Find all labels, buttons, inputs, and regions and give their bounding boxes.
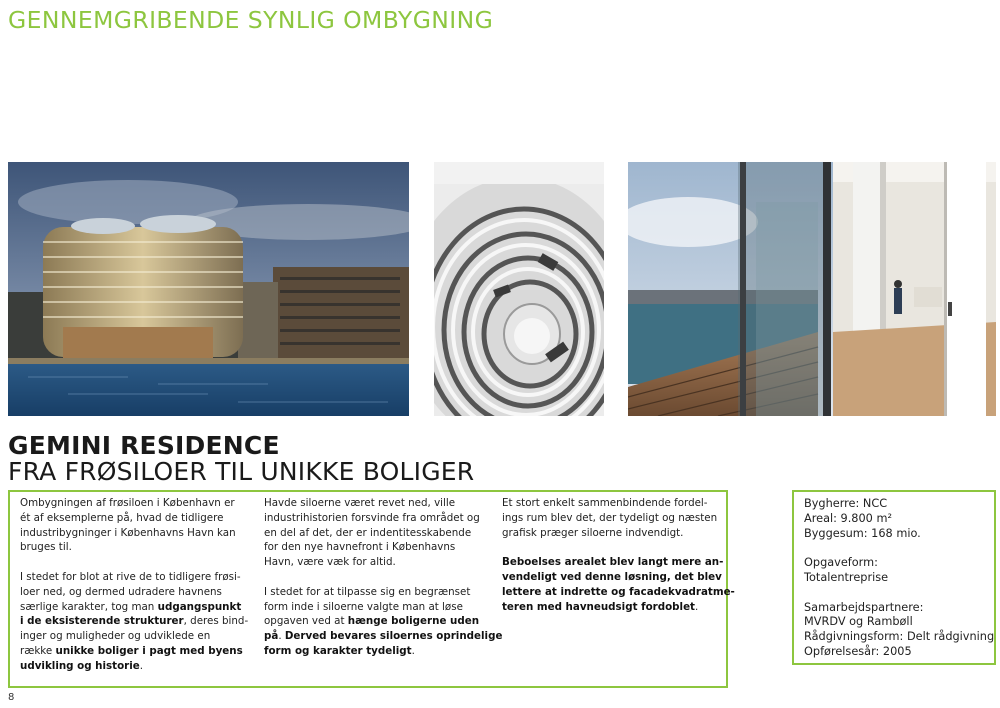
paragraph: I stedet for blot at rive de to tidligere frøsi- loer ned, og dermed udradere havnens særlige karakter, tog man udgangspunkt i de eksisterende strukturer, deres bind- inger og muligheder og udviklede en række unikke boliger i pagt med byens udvikling og historie. xyxy=(20,570,249,672)
fact-partners-value: MVRDV og Rambøll xyxy=(804,615,913,629)
page-number: 8 xyxy=(8,692,15,703)
project-facts-box xyxy=(792,490,996,665)
exterior-photo xyxy=(8,162,409,416)
fact-contract-value: Totalentreprise xyxy=(804,570,889,584)
fact-client: Bygherre: NCC xyxy=(804,497,888,510)
paragraph: I stedet for at tilpasse sig en begrænset form inde i siloerne valgte man at løse opgaven ved at hænge boligerne uden på. Derved bevares siloernes oprindelige form og karakter tydeligt. xyxy=(264,585,503,657)
article-box xyxy=(8,490,735,688)
paragraph: Havde siloerne været revet ned, ville industrihistorien forsvinde fra området og en del af det, der er indentitesskabende for den nye havnefront i Københavns Havn, være væk for altid. xyxy=(264,497,480,569)
fact-cost: Byggesum: 168 mio. xyxy=(804,526,921,540)
project-subtitle: FRA FRØSILOER TIL UNIKKE BOLIGER xyxy=(8,457,475,486)
fact-contract-label: Opgaveform: xyxy=(804,556,878,570)
balcony-photo xyxy=(628,162,996,416)
paragraph: Ombygningen af frøsiloen i København er ét af eksemplerne på, hvad de tidligere industribygninger i Københavns Havn kan bruges til. xyxy=(20,497,236,554)
fact-area: Areal: 9.800 m² xyxy=(804,511,892,525)
text-column-2 xyxy=(264,496,503,674)
paragraph: Beboelses arealet blev langt mere an- vendeligt ved denne løsning, det blev lettere at indrette og facadekvadratme- teren med havneudsigt fordoblet. xyxy=(502,556,735,613)
text-column-3 xyxy=(502,496,735,629)
text-column-1 xyxy=(20,496,260,688)
atrium-photo xyxy=(434,162,604,416)
paragraph: Et stort enkelt sammenbindende fordel- ings rum blev det, der tydeligt og næsten grafisk præger siloerne indvendigt. xyxy=(502,497,718,539)
project-title: GEMINI RESIDENCE xyxy=(8,431,280,460)
fact-partners-label: Samarbejdspartnere: xyxy=(804,600,924,614)
fact-year: Opførelsesår: 2005 xyxy=(804,644,912,658)
page-header: GENNEMGRIBENDE SYNLIG OMBYGNING xyxy=(8,6,494,34)
fact-advisory: Rådgivningsform: Delt rådgivning xyxy=(804,630,995,644)
